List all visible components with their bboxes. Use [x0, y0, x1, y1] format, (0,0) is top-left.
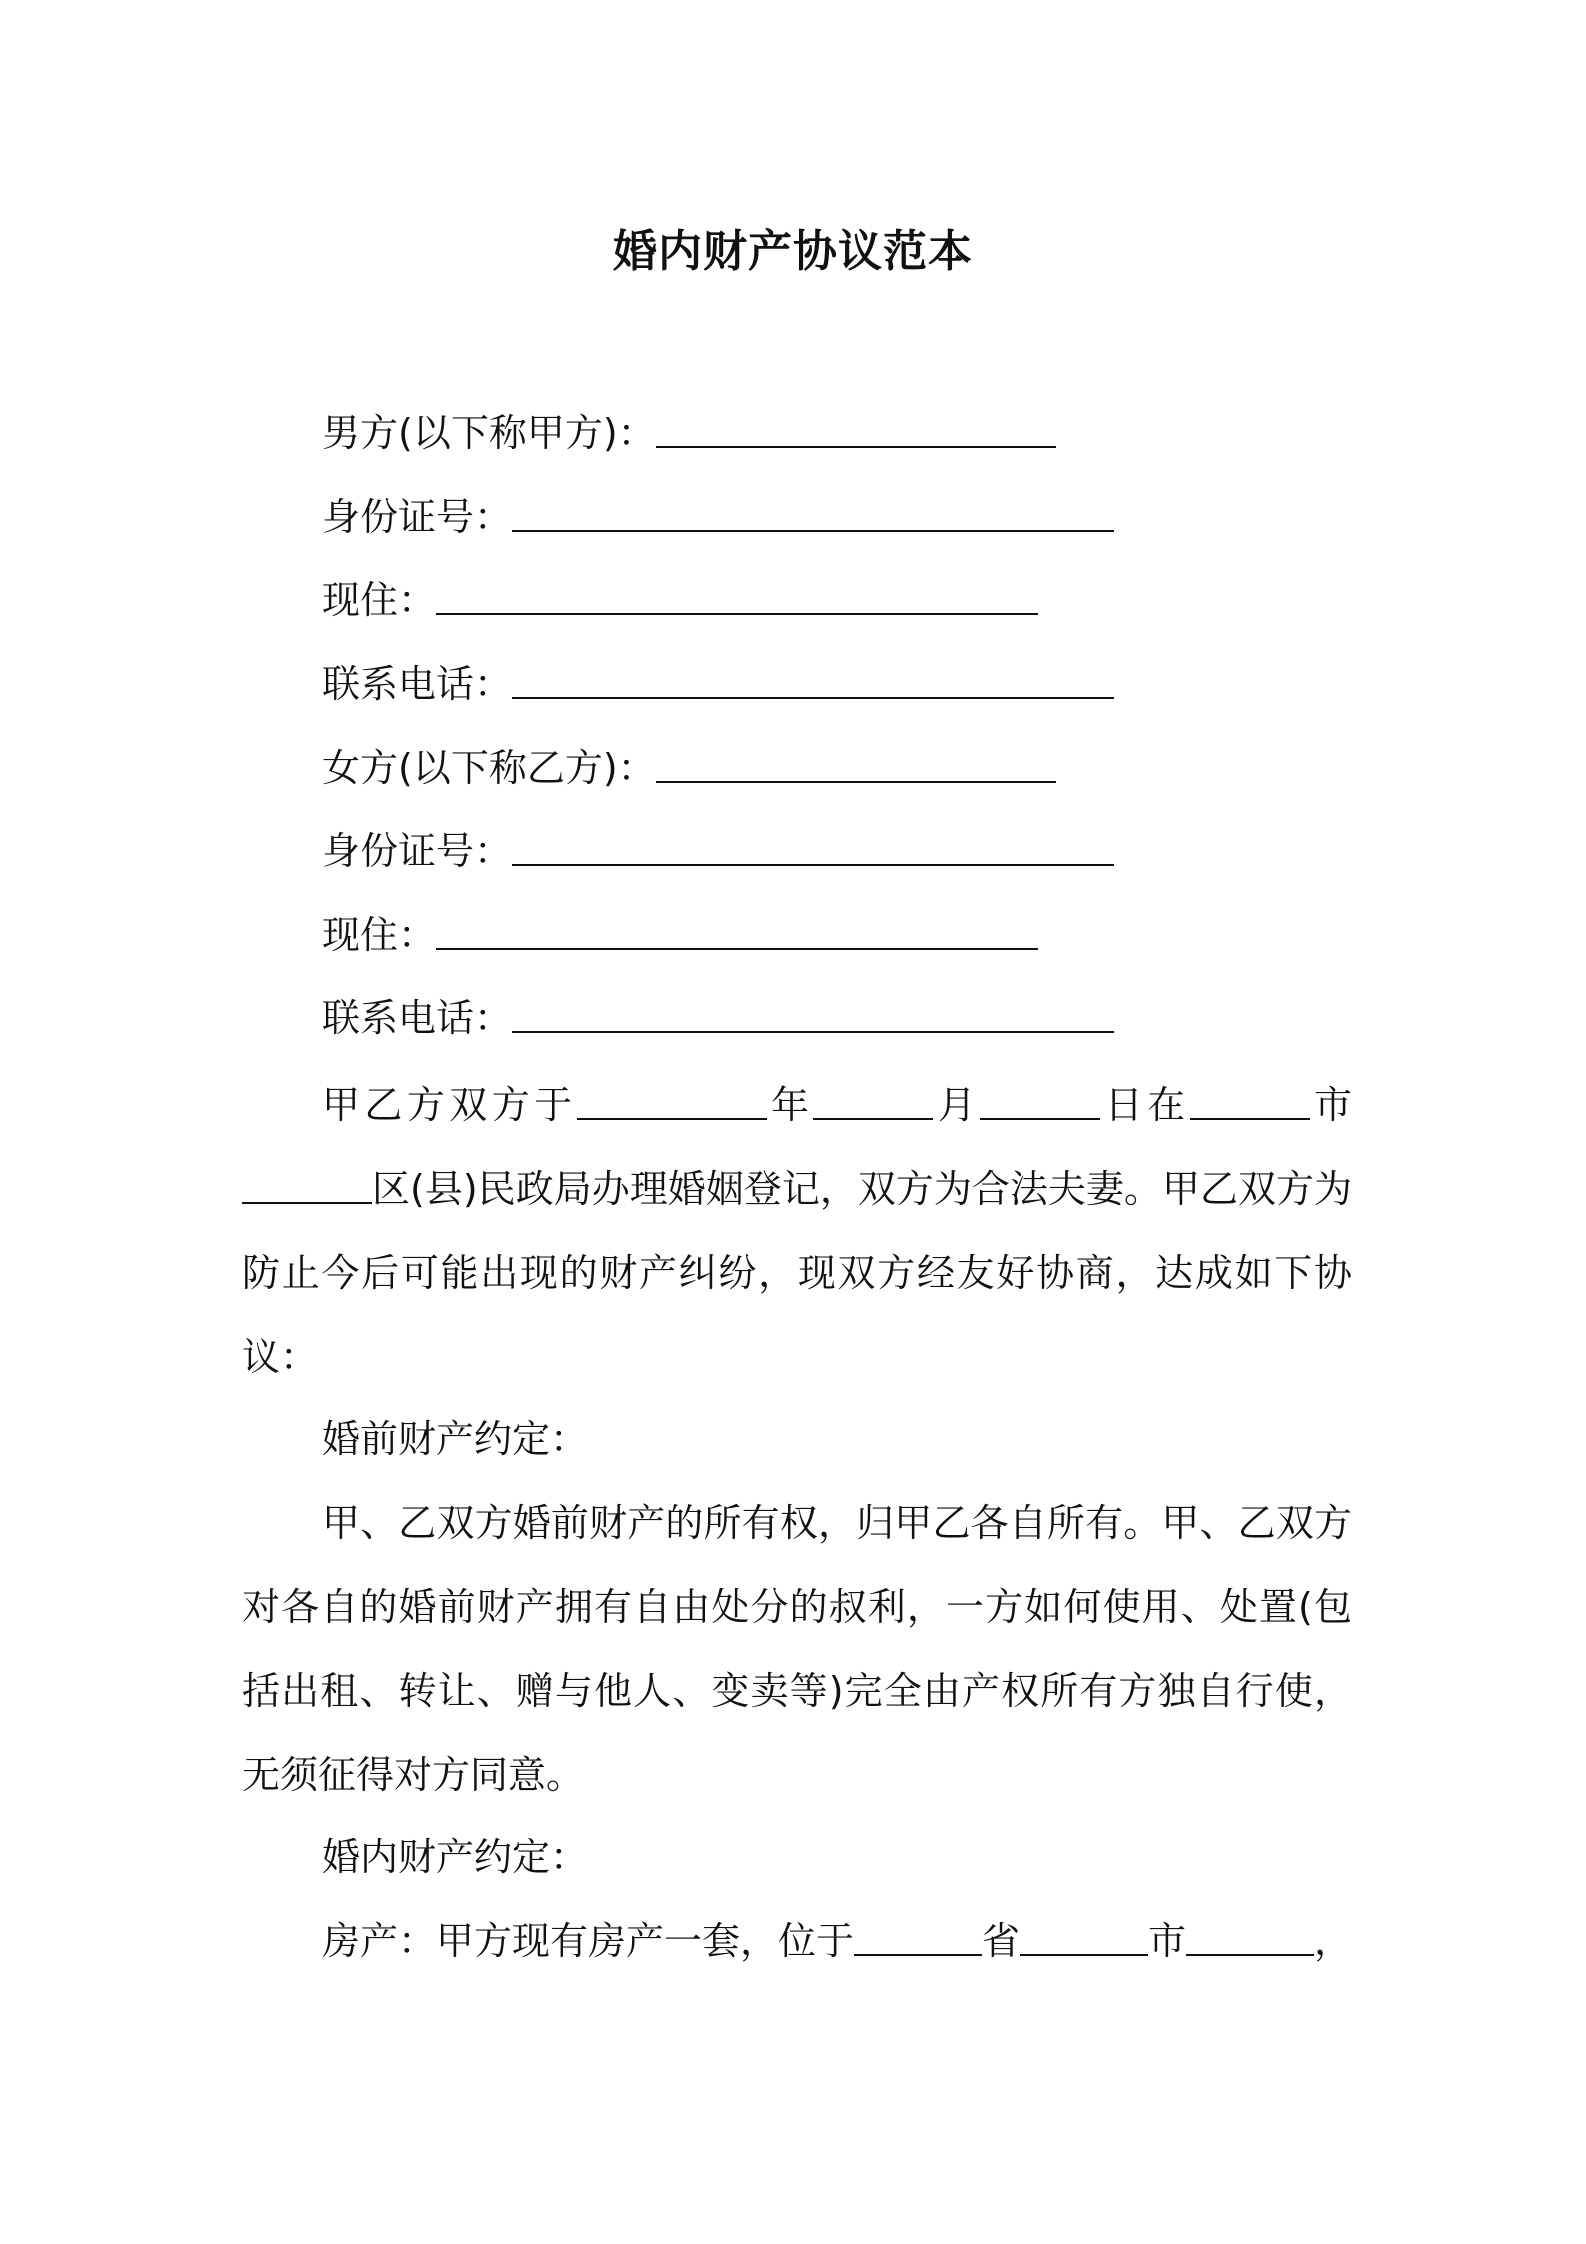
party-b-id-field [322, 824, 1114, 878]
intro-paragraph [242, 1063, 1352, 1399]
party-a-id-field [322, 490, 1114, 544]
party-b-address-blank [436, 908, 1038, 950]
party-b-address-field [322, 908, 1038, 962]
party-a-phone-field [322, 657, 1114, 711]
house-text-1: 房产：甲方现有房产一套，位于 [322, 1919, 855, 1963]
house-text-city: 市 [1148, 1919, 1187, 1963]
premarital-paragraph: 甲、乙双方婚前财产的所有权，归甲乙各自所有。甲、乙双方对各自的婚前财产拥有自由处分的叔利，一方如何使用、处置(包括出租、转让、赠与他人、变卖等)完全由产权所有方独自行使，无须征得对方同意。 [242, 1501, 1352, 1797]
party-b-name-blank [656, 741, 1056, 783]
party-a-name-blank [656, 406, 1056, 448]
document-title: 婚内财产协议范本 [613, 226, 973, 277]
year-blank [577, 1078, 767, 1120]
district-blank [242, 1162, 372, 1204]
party-a-id-blank [512, 490, 1114, 532]
house-text-province: 省 [982, 1919, 1021, 1963]
intro-text-month: 月 [933, 1083, 981, 1127]
marital-heading: 婚内财产约定： [322, 1835, 589, 1879]
party-a-heading-field [322, 406, 1056, 460]
intro-text-city: 市 [1309, 1083, 1352, 1127]
party-b-address-label: 现住： [322, 913, 437, 957]
city-blank-a [1190, 1078, 1310, 1120]
province-blank [854, 1914, 982, 1956]
intro-text-rest: 区(县)民政局办理婚姻登记，双方为合法夫妻。甲乙双方为防止今后可能出现的财产纠纷，现双方经友好协商，达成如下协议： [242, 1167, 1352, 1379]
party-b-heading-field [322, 741, 1056, 795]
premarital-heading: 婚前财产约定： [322, 1417, 589, 1461]
party-b-phone-label: 联系电话： [322, 996, 513, 1040]
house-text-comma: ， [1314, 1919, 1353, 1963]
party-a-address-blank [436, 573, 1038, 615]
party-b-phone-field [322, 991, 1114, 1045]
house-clause [322, 1914, 1352, 1968]
day-blank [980, 1078, 1100, 1120]
party-a-phone-blank [512, 657, 1114, 699]
party-a-heading: 男方(以下称甲方)： [322, 411, 656, 455]
party-b-id-label: 身份证号： [322, 829, 513, 873]
party-b-id-blank [512, 824, 1114, 866]
intro-text-day: 日在 [1100, 1083, 1190, 1127]
party-b-phone-blank [512, 991, 1114, 1033]
party-b-heading: 女方(以下称乙方)： [322, 746, 656, 790]
month-blank [813, 1078, 933, 1120]
city-blank-b [1020, 1914, 1148, 1956]
party-a-id-label: 身份证号： [322, 495, 513, 539]
party-a-address-label: 现住： [322, 578, 437, 622]
intro-text-year: 年 [766, 1083, 814, 1127]
location-blank [1186, 1914, 1314, 1956]
intro-text-1: 甲乙方双方于 [322, 1083, 577, 1127]
party-a-phone-label: 联系电话： [322, 662, 513, 706]
party-a-address-field [322, 573, 1038, 627]
